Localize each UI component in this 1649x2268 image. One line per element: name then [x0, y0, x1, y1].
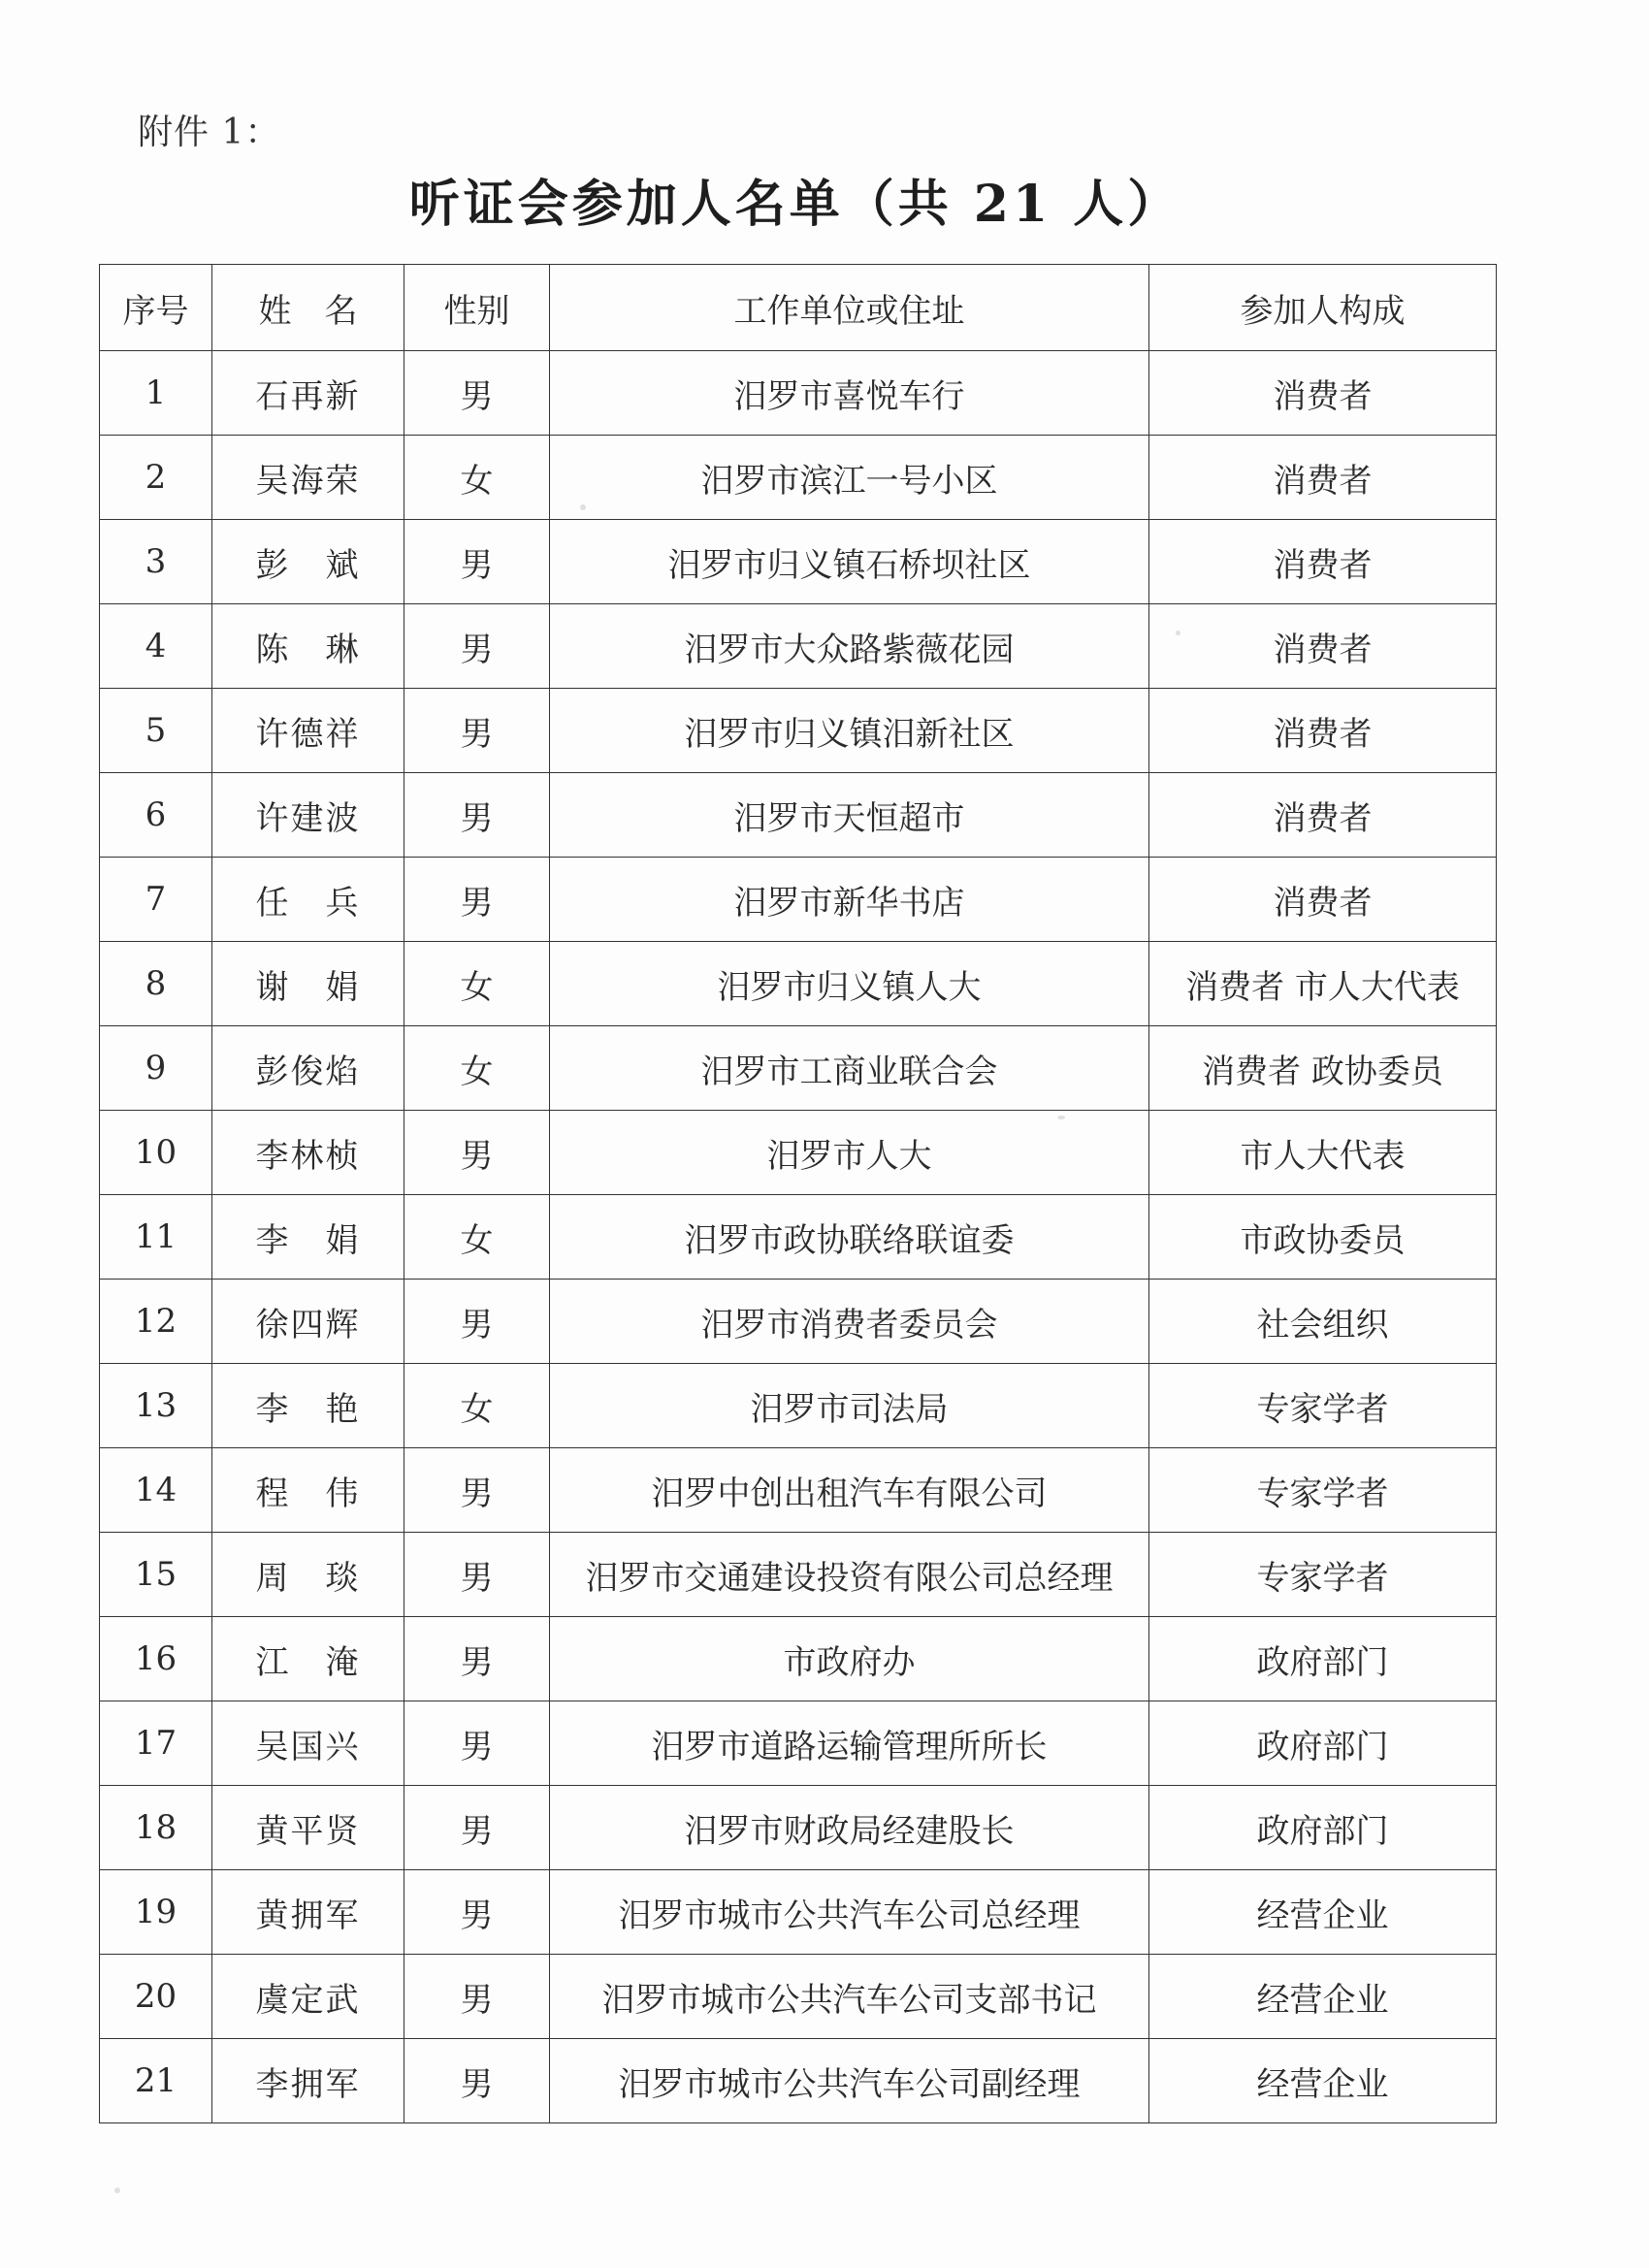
cell-name: 李拥军: [212, 2039, 404, 2123]
cell-name: 江 淹: [212, 1617, 404, 1701]
cell-unit: 汨罗市归义镇石桥坝社区: [550, 520, 1149, 604]
cell-no: 12: [100, 1280, 212, 1364]
table-row: [100, 604, 1497, 689]
participant-table: [99, 264, 1497, 2123]
cell-name: 彭俊焰: [212, 1026, 404, 1111]
scan-speck: [580, 504, 586, 510]
cell-no: 17: [100, 1701, 212, 1786]
cell-no: 18: [100, 1786, 212, 1870]
header-name: 姓 名: [212, 265, 404, 351]
cell-gender: 男: [404, 520, 550, 604]
cell-gender: 男: [404, 858, 550, 942]
cell-unit: 汨罗市消费者委员会: [550, 1280, 1149, 1364]
table-row: [100, 689, 1497, 773]
table-row: [100, 1701, 1497, 1786]
cell-gender: 男: [404, 1786, 550, 1870]
cell-gender: 男: [404, 604, 550, 689]
cell-gender: 男: [404, 1111, 550, 1195]
attachment-label: 附件 1：: [138, 113, 281, 152]
table-row: [100, 1195, 1497, 1280]
cell-gender: 男: [404, 351, 550, 436]
cell-name: 黄拥军: [212, 1870, 404, 1955]
table-header-row: [100, 265, 1497, 351]
cell-role: 经营企业: [1149, 2039, 1497, 2123]
cell-role: 市政协委员: [1149, 1195, 1497, 1280]
cell-no: 20: [100, 1955, 212, 2039]
table-row: [100, 1786, 1497, 1870]
cell-no: 13: [100, 1364, 212, 1448]
cell-unit: 汨罗中创出租汽车有限公司: [550, 1448, 1149, 1533]
cell-gender: 男: [404, 1448, 550, 1533]
cell-role: 经营企业: [1149, 1870, 1497, 1955]
cell-unit: 汨罗市归义镇人大: [550, 942, 1149, 1026]
cell-role: 消费者: [1149, 773, 1497, 858]
cell-role: 市人大代表: [1149, 1111, 1497, 1195]
cell-no: 15: [100, 1533, 212, 1617]
cell-role: 政府部门: [1149, 1786, 1497, 1870]
header-role: 参加人构成: [1149, 265, 1497, 351]
table-row: [100, 436, 1497, 520]
cell-role: 消费者: [1149, 351, 1497, 436]
cell-role: 专家学者: [1149, 1533, 1497, 1617]
cell-unit: 汨罗市司法局: [550, 1364, 1149, 1448]
cell-no: 6: [100, 773, 212, 858]
table-row: [100, 2039, 1497, 2123]
cell-unit: 汨罗市城市公共汽车公司支部书记: [550, 1955, 1149, 2039]
table-row: [100, 351, 1497, 436]
table-row: [100, 858, 1497, 942]
cell-unit: 汨罗市天恒超市: [550, 773, 1149, 858]
cell-unit: 汨罗市喜悦车行: [550, 351, 1149, 436]
cell-gender: 男: [404, 1701, 550, 1786]
header-unit: 工作单位或住址: [550, 265, 1149, 351]
cell-unit: 汨罗市城市公共汽车公司副经理: [550, 2039, 1149, 2123]
cell-no: 3: [100, 520, 212, 604]
scan-speck: [1057, 1116, 1065, 1119]
table-row: [100, 942, 1497, 1026]
cell-unit: 市政府办: [550, 1617, 1149, 1701]
cell-gender: 男: [404, 1280, 550, 1364]
cell-gender: 男: [404, 1870, 550, 1955]
cell-unit: 汨罗市财政局经建股长: [550, 1786, 1149, 1870]
cell-role: 政府部门: [1149, 1617, 1497, 1701]
cell-no: 4: [100, 604, 212, 689]
cell-unit: 汨罗市城市公共汽车公司总经理: [550, 1870, 1149, 1955]
cell-name: 李 娟: [212, 1195, 404, 1280]
cell-name: 李 艳: [212, 1364, 404, 1448]
cell-no: 8: [100, 942, 212, 1026]
cell-gender: 男: [404, 1533, 550, 1617]
cell-no: 5: [100, 689, 212, 773]
page-title: 听证会参加人名单（共 21 人）: [408, 175, 1182, 234]
table-row: [100, 1617, 1497, 1701]
cell-name: 吴国兴: [212, 1701, 404, 1786]
cell-name: 任 兵: [212, 858, 404, 942]
cell-name: 彭 斌: [212, 520, 404, 604]
cell-name: 虞定武: [212, 1955, 404, 2039]
table-row: [100, 1533, 1497, 1617]
cell-role: 消费者: [1149, 689, 1497, 773]
cell-unit: 汨罗市滨江一号小区: [550, 436, 1149, 520]
cell-unit: 汨罗市人大: [550, 1111, 1149, 1195]
cell-role: 消费者: [1149, 436, 1497, 520]
cell-gender: 女: [404, 1195, 550, 1280]
cell-unit: 汨罗市归义镇汨新社区: [550, 689, 1149, 773]
cell-name: 周 琰: [212, 1533, 404, 1617]
cell-name: 黄平贤: [212, 1786, 404, 1870]
table-row: [100, 1448, 1497, 1533]
table-row: [100, 1955, 1497, 2039]
cell-gender: 女: [404, 942, 550, 1026]
cell-name: 陈 琳: [212, 604, 404, 689]
table-row: [100, 520, 1497, 604]
scan-speck: [114, 2187, 120, 2193]
cell-unit: 汨罗市交通建设投资有限公司总经理: [550, 1533, 1149, 1617]
cell-name: 徐四辉: [212, 1280, 404, 1364]
cell-role: 消费者: [1149, 858, 1497, 942]
cell-no: 1: [100, 351, 212, 436]
cell-role: 消费者 政协委员: [1149, 1026, 1497, 1111]
cell-role: 消费者 市人大代表: [1149, 942, 1497, 1026]
table-row: [100, 773, 1497, 858]
cell-no: 7: [100, 858, 212, 942]
cell-no: 16: [100, 1617, 212, 1701]
scan-speck: [1176, 631, 1180, 635]
table-body: [100, 351, 1497, 2123]
cell-name: 石再新: [212, 351, 404, 436]
cell-unit: 汨罗市道路运输管理所所长: [550, 1701, 1149, 1786]
header-gender: 性别: [404, 265, 550, 351]
cell-gender: 男: [404, 1955, 550, 2039]
cell-unit: 汨罗市大众路紫薇花园: [550, 604, 1149, 689]
cell-role: 经营企业: [1149, 1955, 1497, 2039]
cell-name: 李林桢: [212, 1111, 404, 1195]
cell-gender: 女: [404, 1026, 550, 1111]
cell-role: 专家学者: [1149, 1448, 1497, 1533]
cell-name: 程 伟: [212, 1448, 404, 1533]
cell-unit: 汨罗市新华书店: [550, 858, 1149, 942]
header-no: 序号: [100, 265, 212, 351]
cell-role: 专家学者: [1149, 1364, 1497, 1448]
cell-unit: 汨罗市工商业联合会: [550, 1026, 1149, 1111]
cell-unit: 汨罗市政协联络联谊委: [550, 1195, 1149, 1280]
cell-no: 10: [100, 1111, 212, 1195]
table-row: [100, 1026, 1497, 1111]
cell-no: 14: [100, 1448, 212, 1533]
cell-gender: 女: [404, 1364, 550, 1448]
cell-gender: 女: [404, 436, 550, 520]
cell-name: 许德祥: [212, 689, 404, 773]
cell-no: 11: [100, 1195, 212, 1280]
cell-no: 21: [100, 2039, 212, 2123]
cell-role: 消费者: [1149, 604, 1497, 689]
cell-no: 9: [100, 1026, 212, 1111]
cell-no: 2: [100, 436, 212, 520]
cell-gender: 男: [404, 689, 550, 773]
cell-gender: 男: [404, 2039, 550, 2123]
table-row: [100, 1870, 1497, 1955]
table-row: [100, 1364, 1497, 1448]
cell-name: 许建波: [212, 773, 404, 858]
cell-gender: 男: [404, 1617, 550, 1701]
cell-gender: 男: [404, 773, 550, 858]
cell-role: 政府部门: [1149, 1701, 1497, 1786]
cell-name: 吴海荣: [212, 436, 404, 520]
table-row: [100, 1111, 1497, 1195]
cell-role: 消费者: [1149, 520, 1497, 604]
cell-role: 社会组织: [1149, 1280, 1497, 1364]
cell-name: 谢 娟: [212, 942, 404, 1026]
cell-no: 19: [100, 1870, 212, 1955]
table-row: [100, 1280, 1497, 1364]
